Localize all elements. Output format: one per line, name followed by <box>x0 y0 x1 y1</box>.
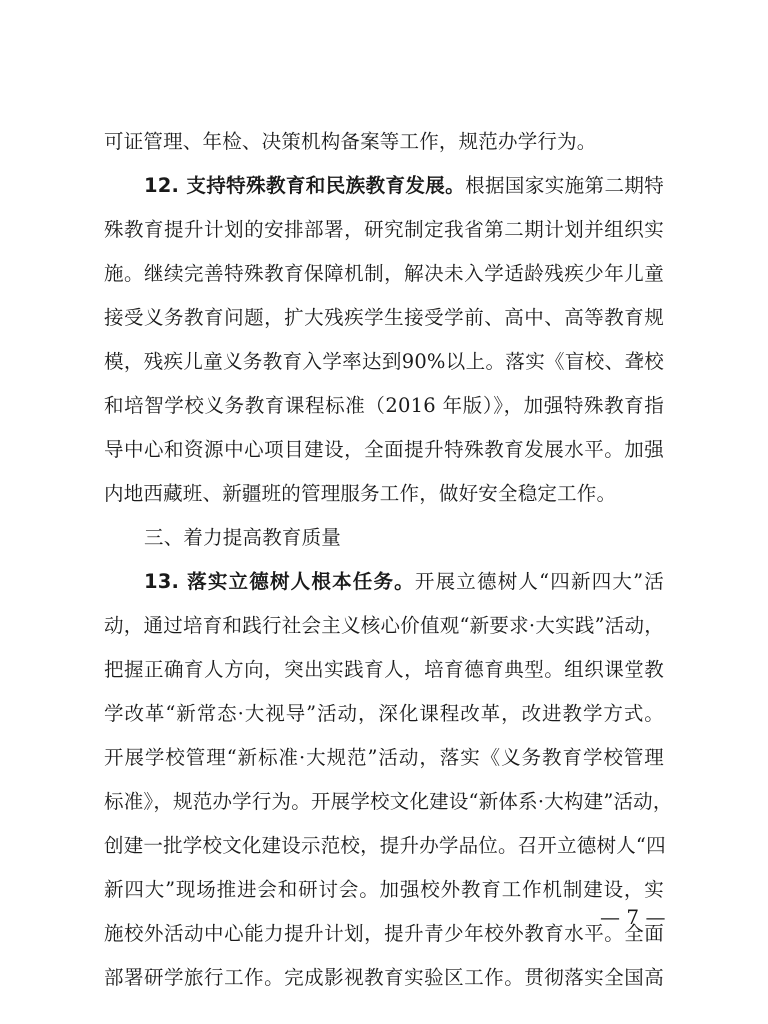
section-heading: 三、着力提高教育质量 <box>144 526 342 549</box>
body-text-line: 和培智学校义务教育课程标准（2016 年版）》，加强特殊教育指 <box>104 394 664 417</box>
body-text-line: 殊教育提升计划的安排部署，研究制定我省第二期计划并组织实 <box>104 218 664 241</box>
body-text-line: 学改革“新常态·大视导”活动，深化课程改革，改进教学方式。 <box>104 702 664 725</box>
body-text-line: 接受义务教育问题，扩大残疾学生接受学前、高中、高等教育规 <box>104 306 664 329</box>
body-text-line: 创建一批学校文化建设示范校，提升办学品位。召开立德树人“四 <box>104 834 666 857</box>
body-text-line: 部署研学旅行工作。完成影视教育实验区工作。贯彻落实全国高 <box>104 966 664 989</box>
body-text-line: 可证管理、年检、决策机构备案等工作，规范办学行为。 <box>104 130 597 153</box>
body-text-line: 新四大”现场推进会和研讨会。加强校外教育工作机制建设，实 <box>104 878 664 901</box>
body-text-line: 把握正确育人方向，突出实践育人，培育德育典型。组织课堂教 <box>104 658 664 681</box>
body-text-line: 动，通过培育和践行社会主义核心价值观“新要求·大实践”活动， <box>104 614 664 637</box>
body-text-line: 导中心和资源中心项目建设，全面提升特殊教育发展水平。加强 <box>104 438 664 461</box>
body-text: 开展立德树人“四新四大”活 <box>414 570 664 593</box>
body-text-line: 标准》，规范办学行为。开展学校文化建设“新体系·大构建”活动， <box>104 790 673 813</box>
body-text-line: 模，残疾儿童义务教育入学率达到90%以上。落实《盲校、聋校 <box>104 350 664 373</box>
paragraph-12-first-line <box>144 168 664 204</box>
paragraph-13-first-line <box>144 564 664 600</box>
body-text: 根据国家实施第二期特 <box>465 174 664 197</box>
heading-13: 13. 落实立德树人根本任务。 <box>144 570 415 593</box>
body-text-line: 施校外活动中心能力提升计划，提升青少年校外教育水平。全面 <box>104 922 664 945</box>
body-text-line: 内地西藏班、新疆班的管理服务工作，做好安全稳定工作。 <box>104 482 617 505</box>
body-text-line: 施。继续完善特殊教育保障机制，解决未入学适龄残疾少年儿童 <box>104 262 664 285</box>
page-number: — 7 — <box>600 905 666 929</box>
body-text-line: 开展学校管理“新标准·大规范”活动，落实《义务教育学校管理 <box>104 746 664 769</box>
heading-12: 12. 支持特殊教育和民族教育发展。 <box>144 174 466 197</box>
